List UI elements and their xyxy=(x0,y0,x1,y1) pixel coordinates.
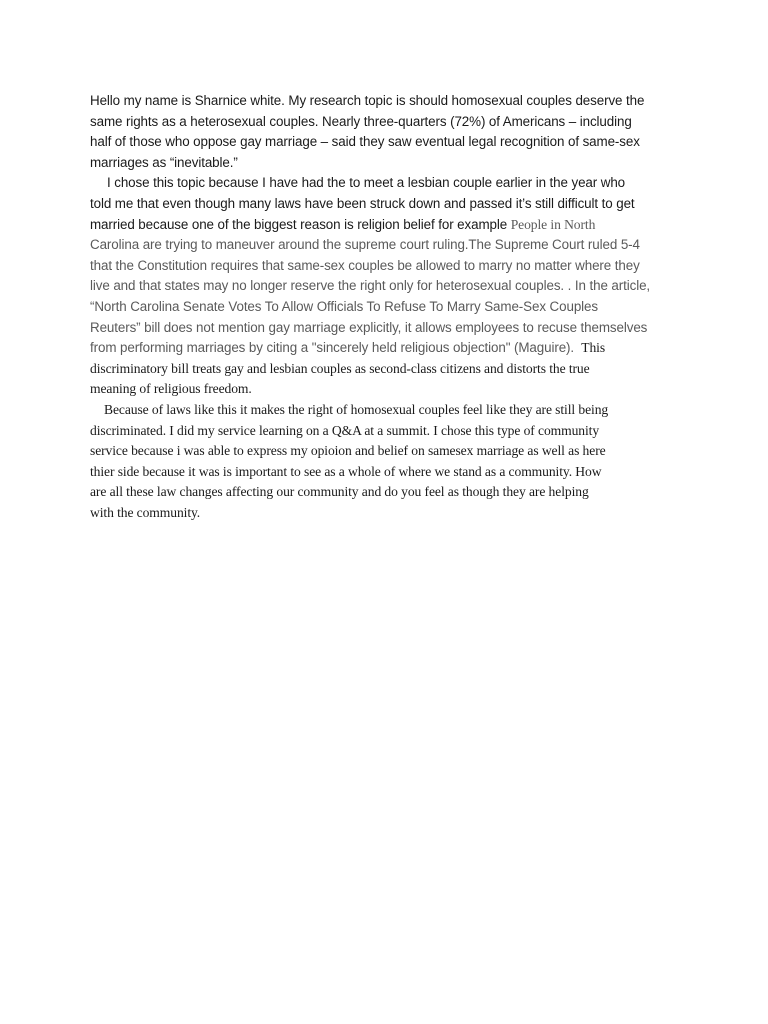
text-segment: with the community. xyxy=(90,504,201,520)
text-line xyxy=(90,359,690,380)
text-segment: discriminatory bill treats gay and lesbian couples as second-class citizens and distorts the true xyxy=(90,360,590,376)
text-segment: marriages as “inevitable.” xyxy=(90,154,238,170)
text-segment: told me that even though many laws have been struck down and passed it’s still difficult to get xyxy=(90,195,635,211)
text-segment: same rights as a heterosexual couples. Nearly three-quarters (72%) of Americans – including xyxy=(90,113,632,129)
text-line xyxy=(90,400,690,421)
text-line xyxy=(90,421,690,442)
text-line xyxy=(90,173,690,194)
text-line xyxy=(90,194,690,215)
text-segment: live and that states may no longer reserve the right only for heterosexual couples. . In the article, xyxy=(90,278,651,294)
text-line xyxy=(90,112,690,133)
text-line xyxy=(90,215,690,236)
text-line xyxy=(90,276,690,297)
text-segment: service because i was able to express my opioion and belief on samesex marriage as well as here xyxy=(90,443,606,459)
text-line xyxy=(90,482,690,503)
text-segment: meaning of religious freedom. xyxy=(90,381,252,397)
text-segment: This xyxy=(581,340,606,356)
text-segment: Because of laws like this it makes the right of homosexual couples feel like they are still being xyxy=(104,401,609,417)
text-segment: that the Constitution requires that same-sex couples be allowed to marry no matter where they xyxy=(90,257,640,273)
text-line xyxy=(90,503,690,524)
text-segment: “North Carolina Senate Votes To Allow Officials To Refuse To Marry Same-Sex Couples xyxy=(90,298,598,314)
text-segment: I chose this topic because I have had the to meet a lesbian couple earlier in the year who xyxy=(107,175,626,191)
text-segment: thier side because it was is important to see as a whole of where we stand as a community. How xyxy=(90,463,602,479)
text-line xyxy=(90,153,690,174)
text-segment: are all these law changes affecting our community and do you feel as though they are helping xyxy=(90,484,589,500)
text-line xyxy=(90,91,690,112)
text-segment: Carolina are trying to maneuver around the supreme court ruling.The Supreme Court ruled 5-4 xyxy=(90,237,640,253)
text-line xyxy=(90,235,690,256)
text-segment: Hello my name is Sharnice white. My research topic is should homosexual couples deserve the xyxy=(90,93,645,108)
text-line xyxy=(90,379,690,400)
text-line xyxy=(90,132,690,153)
text-line xyxy=(90,462,690,483)
text-line xyxy=(90,297,690,318)
text-segment: discriminated. I did my service learning on a Q&A at a summit. I chose this type of community xyxy=(90,422,600,438)
text-line xyxy=(90,338,690,359)
text-segment: Reuters” bill does not mention gay marriage explicitly, it allows employees to recuse themselves xyxy=(90,319,648,335)
text-line xyxy=(90,441,690,462)
text-segment: People in North xyxy=(510,216,596,232)
text-line xyxy=(90,318,690,339)
text-segment: married because one of the biggest reason is religion belief for example xyxy=(90,216,511,232)
text-segment: from performing marriages by citing a "sincerely held religious objection" (Maguire). xyxy=(90,340,582,356)
text-segment: half of those who oppose gay marriage – said they saw eventual legal recognition of same-sex xyxy=(90,134,640,150)
text-line xyxy=(90,256,690,277)
document-body xyxy=(90,91,690,523)
